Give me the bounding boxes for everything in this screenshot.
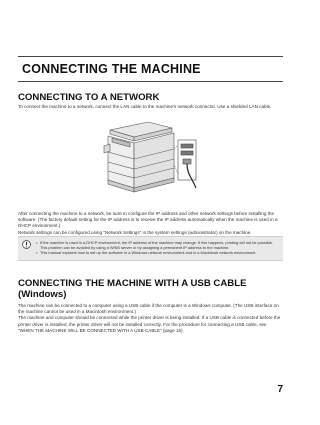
chapter-header bbox=[18, 56, 283, 82]
info-icon bbox=[22, 240, 31, 249]
note-list bbox=[36, 240, 280, 255]
network-after-paragraph-1: After connecting the machine to a network, be sure to configure the IP address and other network settings before installing the software. (The factory default setting for the IP address is to receive the IP address automatically when the machine is used in a DHCP environment.) bbox=[18, 211, 278, 229]
note-box bbox=[18, 236, 283, 261]
section-heading-usb: CONNECTING THE MACHINE WITH A USB CABLE (Windows) bbox=[18, 278, 247, 300]
network-intro-text bbox=[18, 104, 283, 110]
section-heading-network: CONNECTING TO A NETWORK bbox=[18, 92, 160, 103]
chapter-title: CONNECTING THE MACHINE bbox=[22, 62, 201, 76]
usb-text bbox=[18, 303, 283, 334]
network-intro-paragraph: To connect the machine to a network, connect the LAN cable to the machine's network connector. Use a shielded LAN cable. bbox=[18, 104, 272, 109]
network-after-paragraph-2: Network settings can be configured using "Network Settings" in the system settings (administrator) on the machine. bbox=[18, 229, 252, 235]
page-number: 7 bbox=[277, 384, 283, 395]
note-item: • This manual explains how to set up the software in a Windows network environment and in a Macintosh network environment. bbox=[36, 250, 280, 255]
note-item: • If the machine is used in a DHCP environment, the IP address of the machine may change. If this happens, printing will not be possible. This problem can be avoided by using a WINS server or by assigning a permanent IP address to the machine. bbox=[36, 240, 280, 250]
network-after-text bbox=[18, 211, 283, 236]
printer-machine-illustration bbox=[100, 118, 200, 200]
usb-paragraph-1: The machine can be connected to a computer using a USB cable if the computer is a Windows computer. (The USB interface on the machine cannot be used in a Macintosh environment.) bbox=[18, 303, 279, 315]
usb-paragraph-2: The machine and computer should be connected while the printer driver is being installed. If a USB cable is connected before the printer driver is installed, the printer driver will not be installed correctly. For the procedure for connecting a USB cable, see "WHEN THE MACHINE WILL BE CONNECTED WITH A USB CABLE" (page 15). bbox=[18, 315, 281, 333]
